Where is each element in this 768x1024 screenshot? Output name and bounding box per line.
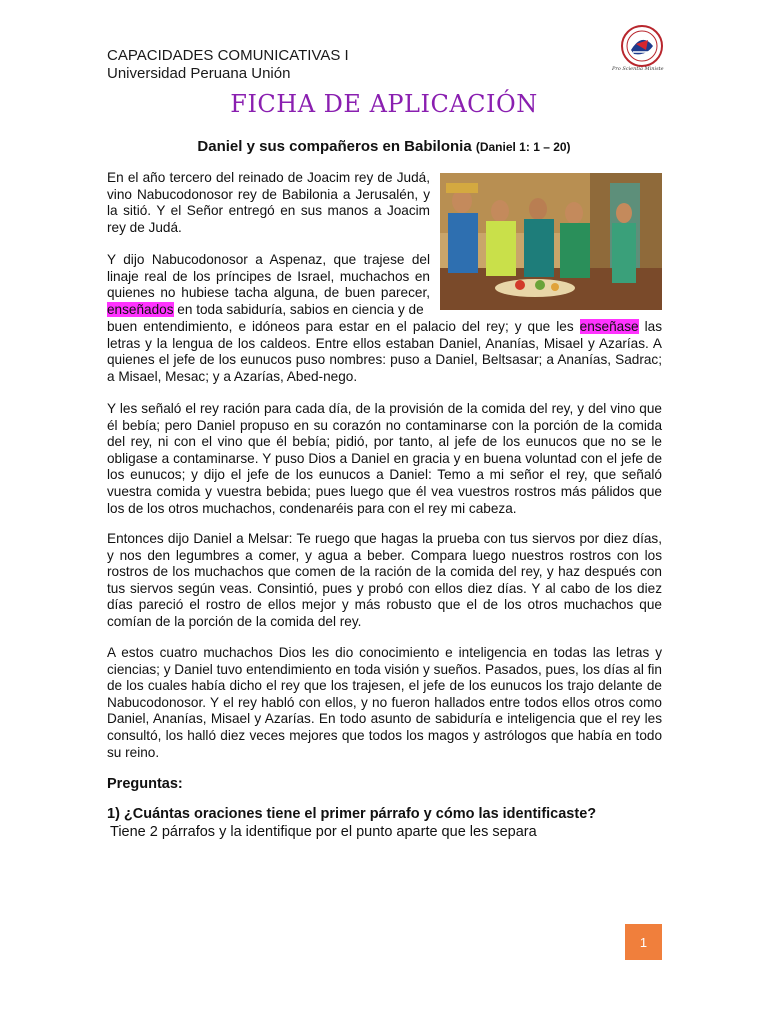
- logo-caption: Pro Scientia Ministe: [612, 66, 664, 72]
- answer-1: Tiene 2 párrafos y la identifique por el punto aparte que les separa: [110, 824, 537, 840]
- paragraph-1: En el año tercero del reinado de Joacim rey de Judá, vino Nabucodonosor rey de Babilonia a Jerusalén, y la sitió. Y el Señor entregó en sus manos a Joacim rey de Judá.: [107, 170, 430, 235]
- university-name: Universidad Peruana Unión: [107, 65, 291, 82]
- question-1: 1) ¿Cuántas oraciones tiene el primer párrafo y cómo las identificaste?: [107, 806, 597, 822]
- paragraph-2-part-b: [107, 319, 662, 385]
- page-title: FICHA DE APLICACIÓN: [230, 90, 538, 118]
- page-number-badge: 1: [625, 924, 662, 960]
- highlight-ensenados: enseñados: [107, 301, 174, 317]
- subtitle-main: Daniel y sus compañeros en Babilonia: [197, 138, 472, 155]
- questions-heading: Preguntas:: [107, 776, 183, 792]
- paragraph-3: Y les señaló el rey ración para cada día, de la provisión de la comida del rey, y del vino que él bebía; pero Daniel propuso en su corazón no contaminarse con la porción de la comida del rey, ni con el vino que él bebía; pidió, por tanto, al jefe de los eunucos que no se le obligase a contaminarse. Y puso Dios a Daniel en gracia y en buena voluntad con el jefe de los eunucos; y dijo el jefe de los eunucos a Daniel: Temo a mi señor el rey, que señaló vuestra comida y vuestra bebida; pues luego que él vea vuestros rostros más pálidos que los de los otros muchachos, condenaréis para con el rey mi cabeza.: [107, 401, 662, 516]
- highlight-ensenase: enseñase: [579, 319, 639, 334]
- course-name: CAPACIDADES COMUNICATIVAS I: [107, 47, 349, 64]
- paragraph-4: Entonces dijo Daniel a Melsar: Te ruego que hagas la prueba con tus siervos por diez días, y nos den legumbres a comer, y agua a beber. Compara luego nuestros rostros con los rostros de los muchachos que comen de la ración de la comida del rey, y haz después con tus siervos según veas. Consintió, pues y probó con ellos diez días. Y al cabo de los diez días pareció el rostro de ellos mejor y más robusto que el de los otros muchachos que comían de la porción de la comida del rey.: [107, 531, 662, 629]
- paragraph-2-text-b: en toda sabiduría, sabios en ciencia y de: [173, 301, 424, 317]
- paragraph-2-text-a: Y dijo Nabucodonosor a Aspenaz, que trajese del linaje real de los príncipes de Israel, muchachos en quienes no hubiese tacha alguna, de buen parecer,: [107, 252, 430, 301]
- paragraph-2-part-a: [107, 252, 430, 318]
- daniel-illustration: [440, 173, 662, 310]
- subtitle-reference: (Daniel 1: 1 – 20): [475, 140, 571, 154]
- paragraph-2-text-c: buen entendimiento, e idóneos para estar en el palacio del rey; y que les: [107, 319, 580, 334]
- paragraph-2-text-d: las letras y la lengua de los caldeos. Entre ellos estaban Daniel, Ananías, Misael y Azarías. A quienes el jefe de los eunucos puso nombres: puso a Daniel, Beltsasar; a Ananías, Sadrac; a Misael, Mesac; y a Azarías, Abed-nego.: [107, 319, 662, 384]
- paragraph-5: A estos cuatro muchachos Dios les dio conocimiento e inteligencia en todas las letras y ciencias; y Daniel tuvo entendimiento en toda visión y sueños. Pasados, pues, los días al fin de los cuales había dicho el rey que los trajesen, el jefe de los eunucos los trajo delante de Nabucodonosor. Y el rey habló con ellos, y no fueron hallados entre todos ellos otros como Daniel, Ananías, Misael y Azarías. En todo asunto de sabiduría e inteligencia que el rey les consultó, los halló diez veces mejores que todos los magos y astrólogos que había en todo su reino.: [107, 645, 662, 760]
- reading-subtitle: [0, 138, 768, 155]
